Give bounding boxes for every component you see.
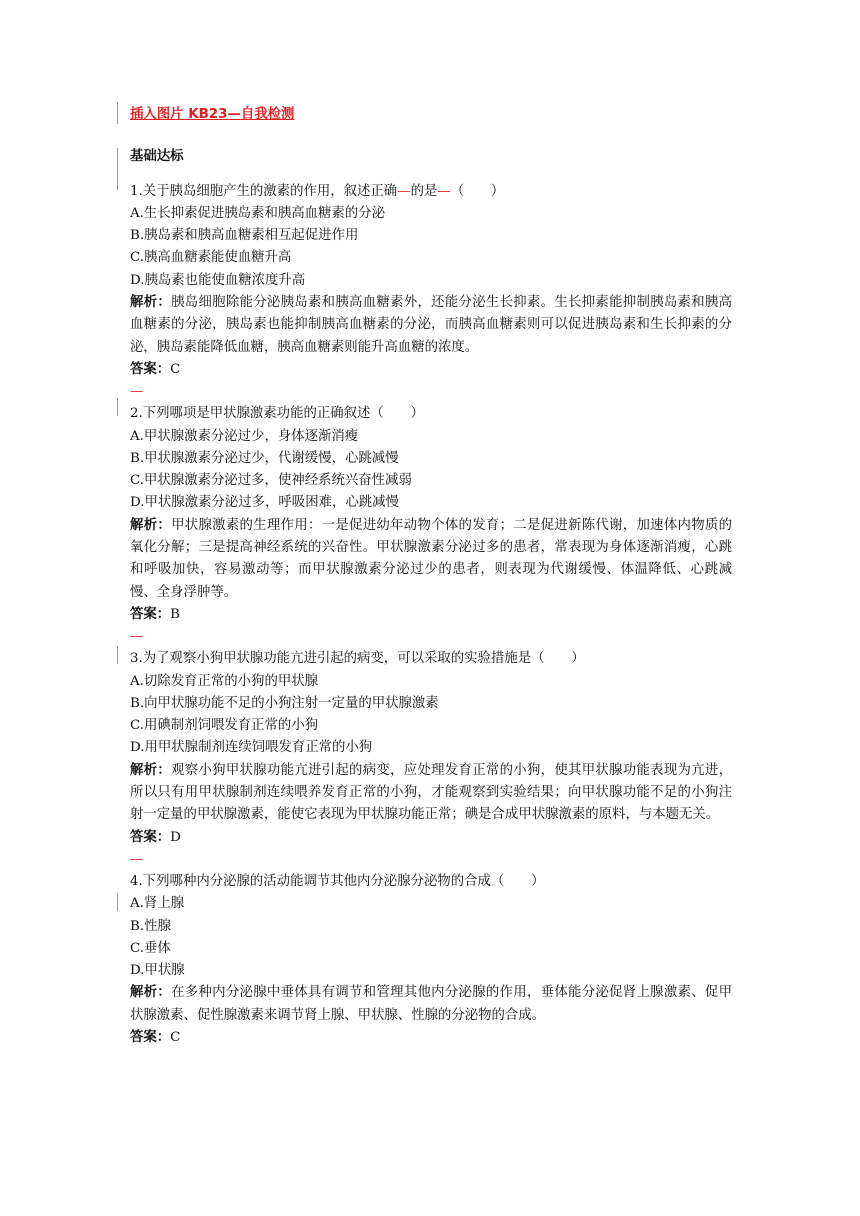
answer-label: 答案： [130, 361, 171, 377]
analysis-paragraph [130, 982, 732, 1027]
answer-label: 答案： [130, 1029, 171, 1045]
option-b: B.胰岛素和胰高血糖素相互起促进作用 [130, 228, 359, 244]
revision-bar [117, 893, 118, 911]
analysis-label: 解析： [130, 517, 172, 533]
revision-bar [117, 148, 118, 190]
analysis-label: 解析： [130, 762, 172, 778]
answer-line [130, 827, 732, 849]
tracked-deletion: — [437, 183, 451, 199]
revision-bar [117, 398, 118, 416]
analysis-text: 观察小狗甲状腺功能亢进引起的病变，应处理发育正常的小狗，使其甲状腺功能表现为亢进，所以只有用甲状腺制剂连续喂养发育正常的小狗，才能观察到实验结果；向甲状腺功能不足的小狗注射一定量的甲状腺激素，能使它表现为甲状腺功能正常；碘是合成甲状腺激素的原料，与本题无关。 [130, 762, 733, 823]
question-stem: 1.关于胰岛细胞产生的激素的作用，叙述正确—的是—（ ） [130, 183, 505, 199]
question-1 [130, 181, 732, 404]
option-d: D.甲状腺 [130, 963, 185, 979]
option-b: B.向甲状腺功能不足的小狗注射一定量的甲状腺激素 [130, 695, 439, 711]
question-3 [130, 648, 732, 871]
analysis-text: 甲状腺激素的生理作用：一是促进幼年动物个体的发育；二是促进新陈代谢，加速体内物质的氧化分解；三是提高神经系统的兴奋性。甲状腺激素分泌过多的患者，常表现为身体逐渐消瘦，心跳和呼吸加快，容易激动等；而甲状腺激素分泌过少的患者，则表现为代谢缓慢、体温降低、心跳减慢、全身浮肿等。 [130, 517, 733, 600]
analysis-paragraph [130, 760, 732, 827]
section-title: 基础达标 [130, 149, 184, 165]
analysis-label: 解析： [130, 295, 172, 311]
separator-mark: — [130, 851, 144, 867]
document-body [130, 104, 732, 1049]
answer-value: B [170, 606, 181, 622]
option-d: D.胰岛素也能使血糖浓度升高 [130, 272, 306, 288]
question-stem: 4.下列哪种内分泌腺的活动能调节其他内分泌腺分泌物的合成（ ） [130, 873, 545, 889]
tracked-deletion: — [397, 183, 411, 199]
option-a: A.肾上腺 [130, 896, 185, 912]
question-4 [130, 871, 732, 1049]
answer-value: C [170, 361, 181, 377]
revision-bar [117, 102, 118, 124]
option-b: B.性腺 [130, 918, 171, 934]
answer-line [130, 604, 732, 626]
answer-value: C [170, 1029, 181, 1045]
option-d: D.甲状腺激素分泌过多，呼吸困难，心跳减慢 [130, 495, 399, 511]
option-c: C.用碘制剂饲喂发育正常的小狗 [130, 718, 319, 734]
insert-image-title: 插入图片 KB23—自我检测 [130, 107, 295, 122]
question-stem: 2.下列哪项是甲状腺激素功能的正确叙述（ ） [130, 406, 424, 422]
separator-mark: — [130, 384, 144, 400]
answer-line [130, 1027, 732, 1049]
answer-value: D [170, 829, 181, 845]
option-a: A.切除发育正常的小狗的甲状腺 [130, 673, 319, 689]
option-a: A.甲状腺激素分泌过少，身体逐渐消瘦 [130, 428, 359, 444]
answer-label: 答案： [130, 606, 171, 622]
answer-line [130, 359, 732, 381]
option-c: C.垂体 [130, 940, 171, 956]
analysis-text: 胰岛细胞除能分泌胰岛素和胰高血糖素外，还能分泌生长抑素。生长抑素能抑制胰岛素和胰高血糖素的分泌，胰岛素也能抑制胰高血糖素的分泌，而胰高血糖素则可以促进胰岛素和生长抑素的分泌，胰岛素能降低血糖，胰高血糖素则能升高血糖的浓度。 [130, 295, 733, 355]
analysis-label: 解析： [130, 985, 172, 1001]
question-stem: 3.为了观察小狗甲状腺功能亢进引起的病变，可以采取的实验措施是（ ） [130, 651, 585, 667]
revision-bar [117, 646, 118, 664]
option-a: A.生长抑素促进胰岛素和胰高血糖素的分泌 [130, 205, 385, 221]
analysis-paragraph [130, 515, 732, 604]
option-c: C.胰高血糖素能使血糖升高 [130, 250, 292, 266]
option-d: D.用甲状腺制剂连续饲喂发育正常的小狗 [130, 740, 373, 756]
separator-mark: — [130, 629, 144, 645]
analysis-paragraph [130, 292, 732, 359]
answer-label: 答案： [130, 829, 171, 845]
question-2 [130, 403, 732, 648]
option-c: C.甲状腺激素分泌过多，使神经系统兴奋性减弱 [130, 473, 412, 489]
analysis-text: 在多种内分泌腺中垂体具有调节和管理其他内分泌腺的作用，垂体能分泌促肾上腺激素、促甲状腺激素、促性腺激素来调节肾上腺、甲状腺、性腺的分泌物的合成。 [130, 985, 733, 1023]
option-b: B.甲状腺激素分泌过少，代谢缓慢，心跳减慢 [130, 450, 399, 466]
